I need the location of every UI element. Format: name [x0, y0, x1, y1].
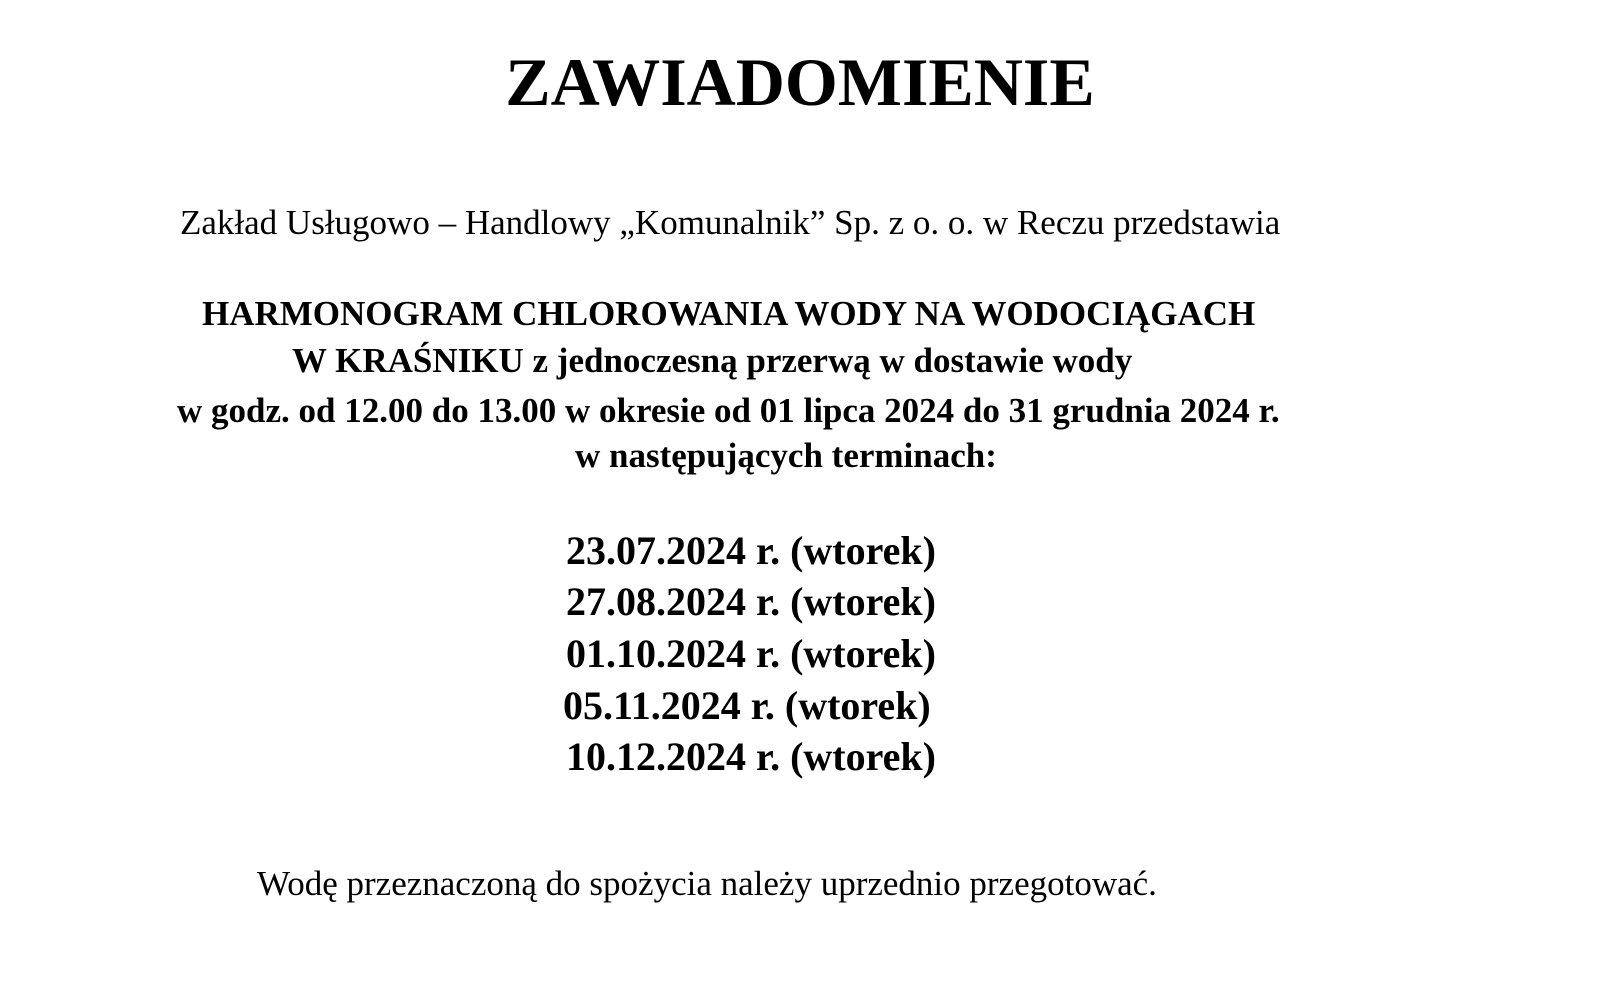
- date-item: 01.10.2024 r. (wtorek): [566, 631, 936, 676]
- heading-line: W KRAŚNIKU z jednoczesną przerwą w dostawie wody: [292, 341, 1133, 380]
- date-item: 10.12.2024 r. (wtorek): [566, 734, 936, 779]
- date-item: 05.11.2024 r. (wtorek): [563, 683, 931, 728]
- date-item: 23.07.2024 r. (wtorek): [566, 528, 936, 573]
- date-item: 27.08.2024 r. (wtorek): [566, 579, 936, 624]
- intro-text: Zakład Usługowo – Handlowy „Komunalnik” Sp. z o. o. w Reczu przedstawia: [180, 203, 1281, 242]
- boil-water-note: Wodę przeznaczoną do spożycia należy uprzednio przegotować.: [257, 864, 1157, 903]
- heading-line: w godz. od 12.00 do 13.00 w okresie od 01 lipca 2024 do 31 grudnia 2024 r.: [177, 391, 1280, 430]
- notice-title: ZAWIADOMIENIE: [505, 44, 1095, 120]
- heading-line: HARMONOGRAM CHLOROWANIA WODY NA WODOCIĄGACH: [202, 294, 1256, 333]
- heading-line: w następujących terminach:: [575, 436, 997, 475]
